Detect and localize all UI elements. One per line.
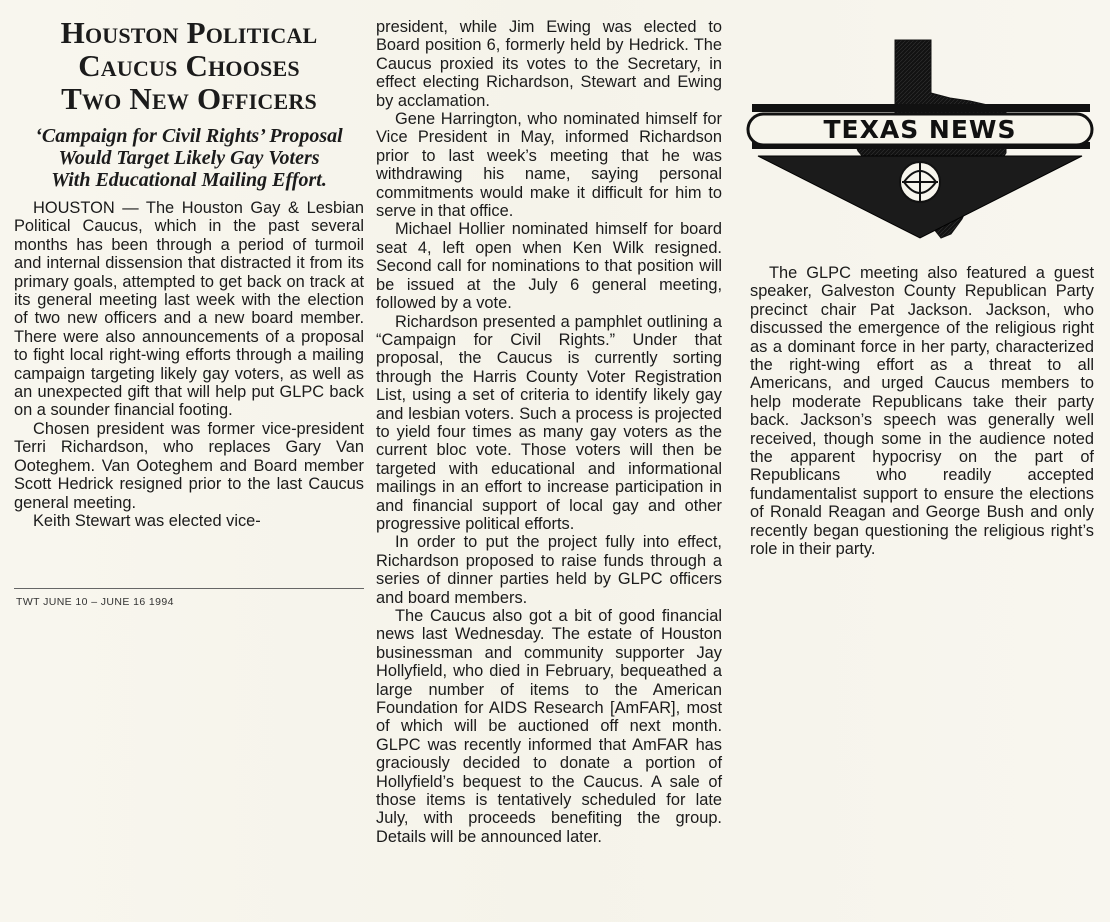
subhead [18,125,360,191]
logo-label: TEXAS NEWS [823,115,1017,144]
right-paragraph-1: The GLPC meeting also featured a guest speaker, Galveston County Republican Party precinct chair Pat Jackson. Jackson, who discussed the emergence of the religious right as a dominant force in her party, characterized the right-wing effort as a threat to all Americans, and urged Caucus members to help moderate Republicans take their party back. Jackson’s speech was generally well received, though some in the audience noted the apparent hypocrisy on the part of Republicans who readily accepted fundamentalist support to ensure the elections of Ronald Reagan and George Bush and only recently began questioning the religious right’s role in their party. [750,264,1094,559]
left-body-text [14,199,364,530]
headline [14,16,364,115]
right-body-text [750,264,1094,559]
subhead-line-3: With Educational Mailing Effort. [51,169,327,191]
left-column [14,0,364,530]
middle-paragraph-5: In order to put the project fully into effect, Richardson proposed to raise funds through a series of dinner parties held by GLPC officers and board members. [376,533,722,607]
headline-line-2: Caucus Chooses [78,48,300,83]
subhead-line-2: Would Target Likely Gay Voters [58,147,320,169]
middle-paragraph-3: Michael Hollier nominated himself for board seat 4, left open when Ken Wilk resigned. Second call for nominations to that position will be issued at the July 6 general meeting, followed by a vote. [376,220,722,313]
headline-line-3: Two New Officers [61,81,317,116]
headline-line-1: Houston Political [60,15,318,50]
left-paragraph-2: Chosen president was former vice-president Terri Richardson, who replaces Gary Van Ooteghem. Van Ooteghem and Board member Scott Hedrick resigned prior to the last Caucus general meeting. [14,419,364,512]
left-paragraph-1: HOUSTON — The Houston Gay & Lesbian Political Caucus, which in the past several months has been through a period of turmoil and internal dissension that distracted it from its primary goals, attempted to get back on track at its general meeting last week with the election of two new officers and a new board member. There were also announcements of a proposal to fight local right-wing efforts through a mailing campaign targeting likely gay voters, as well as an unexpected gift that will help put GLPC back on a sounder financial footing. [14,199,364,420]
left-paragraph-3: Keith Stewart was elected vice- [33,511,261,530]
middle-column [376,18,722,846]
texas-news-logo [740,14,1100,244]
middle-body-text [376,18,722,846]
middle-paragraph-4: Richardson presented a pamphlet outlining a “Campaign for Civil Rights.” Under that proposal, the Caucus is currently sorting through the Harris County Voter Registration List, using a set of criteria to identify likely gay and lesbian voters. Such a process is projected to yield four times as many gay voters as the current bloc vote. Those voters will then be targeted with educational and informational mailings in an effort to increase participation in and financial support of local gay and other progressive political efforts. [376,312,722,533]
middle-paragraph-1: president, while Jim Ewing was elected to Board position 6, formerly held by Hedrick. The Caucus proxied its votes to the Secretary, in effect electing Richardson, Stewart and Ewing by acclamation. [376,18,722,110]
footer-rule [14,588,364,589]
right-column [750,264,1094,559]
texas-news-logo-graphic [740,14,1100,244]
issue-footer: TWT JUNE 10 – JUNE 16 1994 [16,596,174,608]
middle-paragraph-6: The Caucus also got a bit of good financial news last Wednesday. The estate of Houston businessman and community supporter Jay Hollyfield, who died in February, bequeathed a large number of items to the American Foundation for AIDS Research [AmFAR], most of which will be auctioned off next month. GLPC was recently informed that AmFAR has graciously decided to donate a portion of Hollyfield’s bequest to the Caucus. A sale of those items is tentatively scheduled for late July, with proceeds benefiting the group. Details will be announced later. [376,607,722,846]
middle-paragraph-2: Gene Harrington, who nominated himself for Vice President in May, informed Richardson prior to last week’s meeting that he was withdrawing his name, saying personal commitments would make it difficult for him to serve in that office. [376,110,722,221]
subhead-line-1: ‘Campaign for Civil Rights’ Proposal [35,125,343,147]
